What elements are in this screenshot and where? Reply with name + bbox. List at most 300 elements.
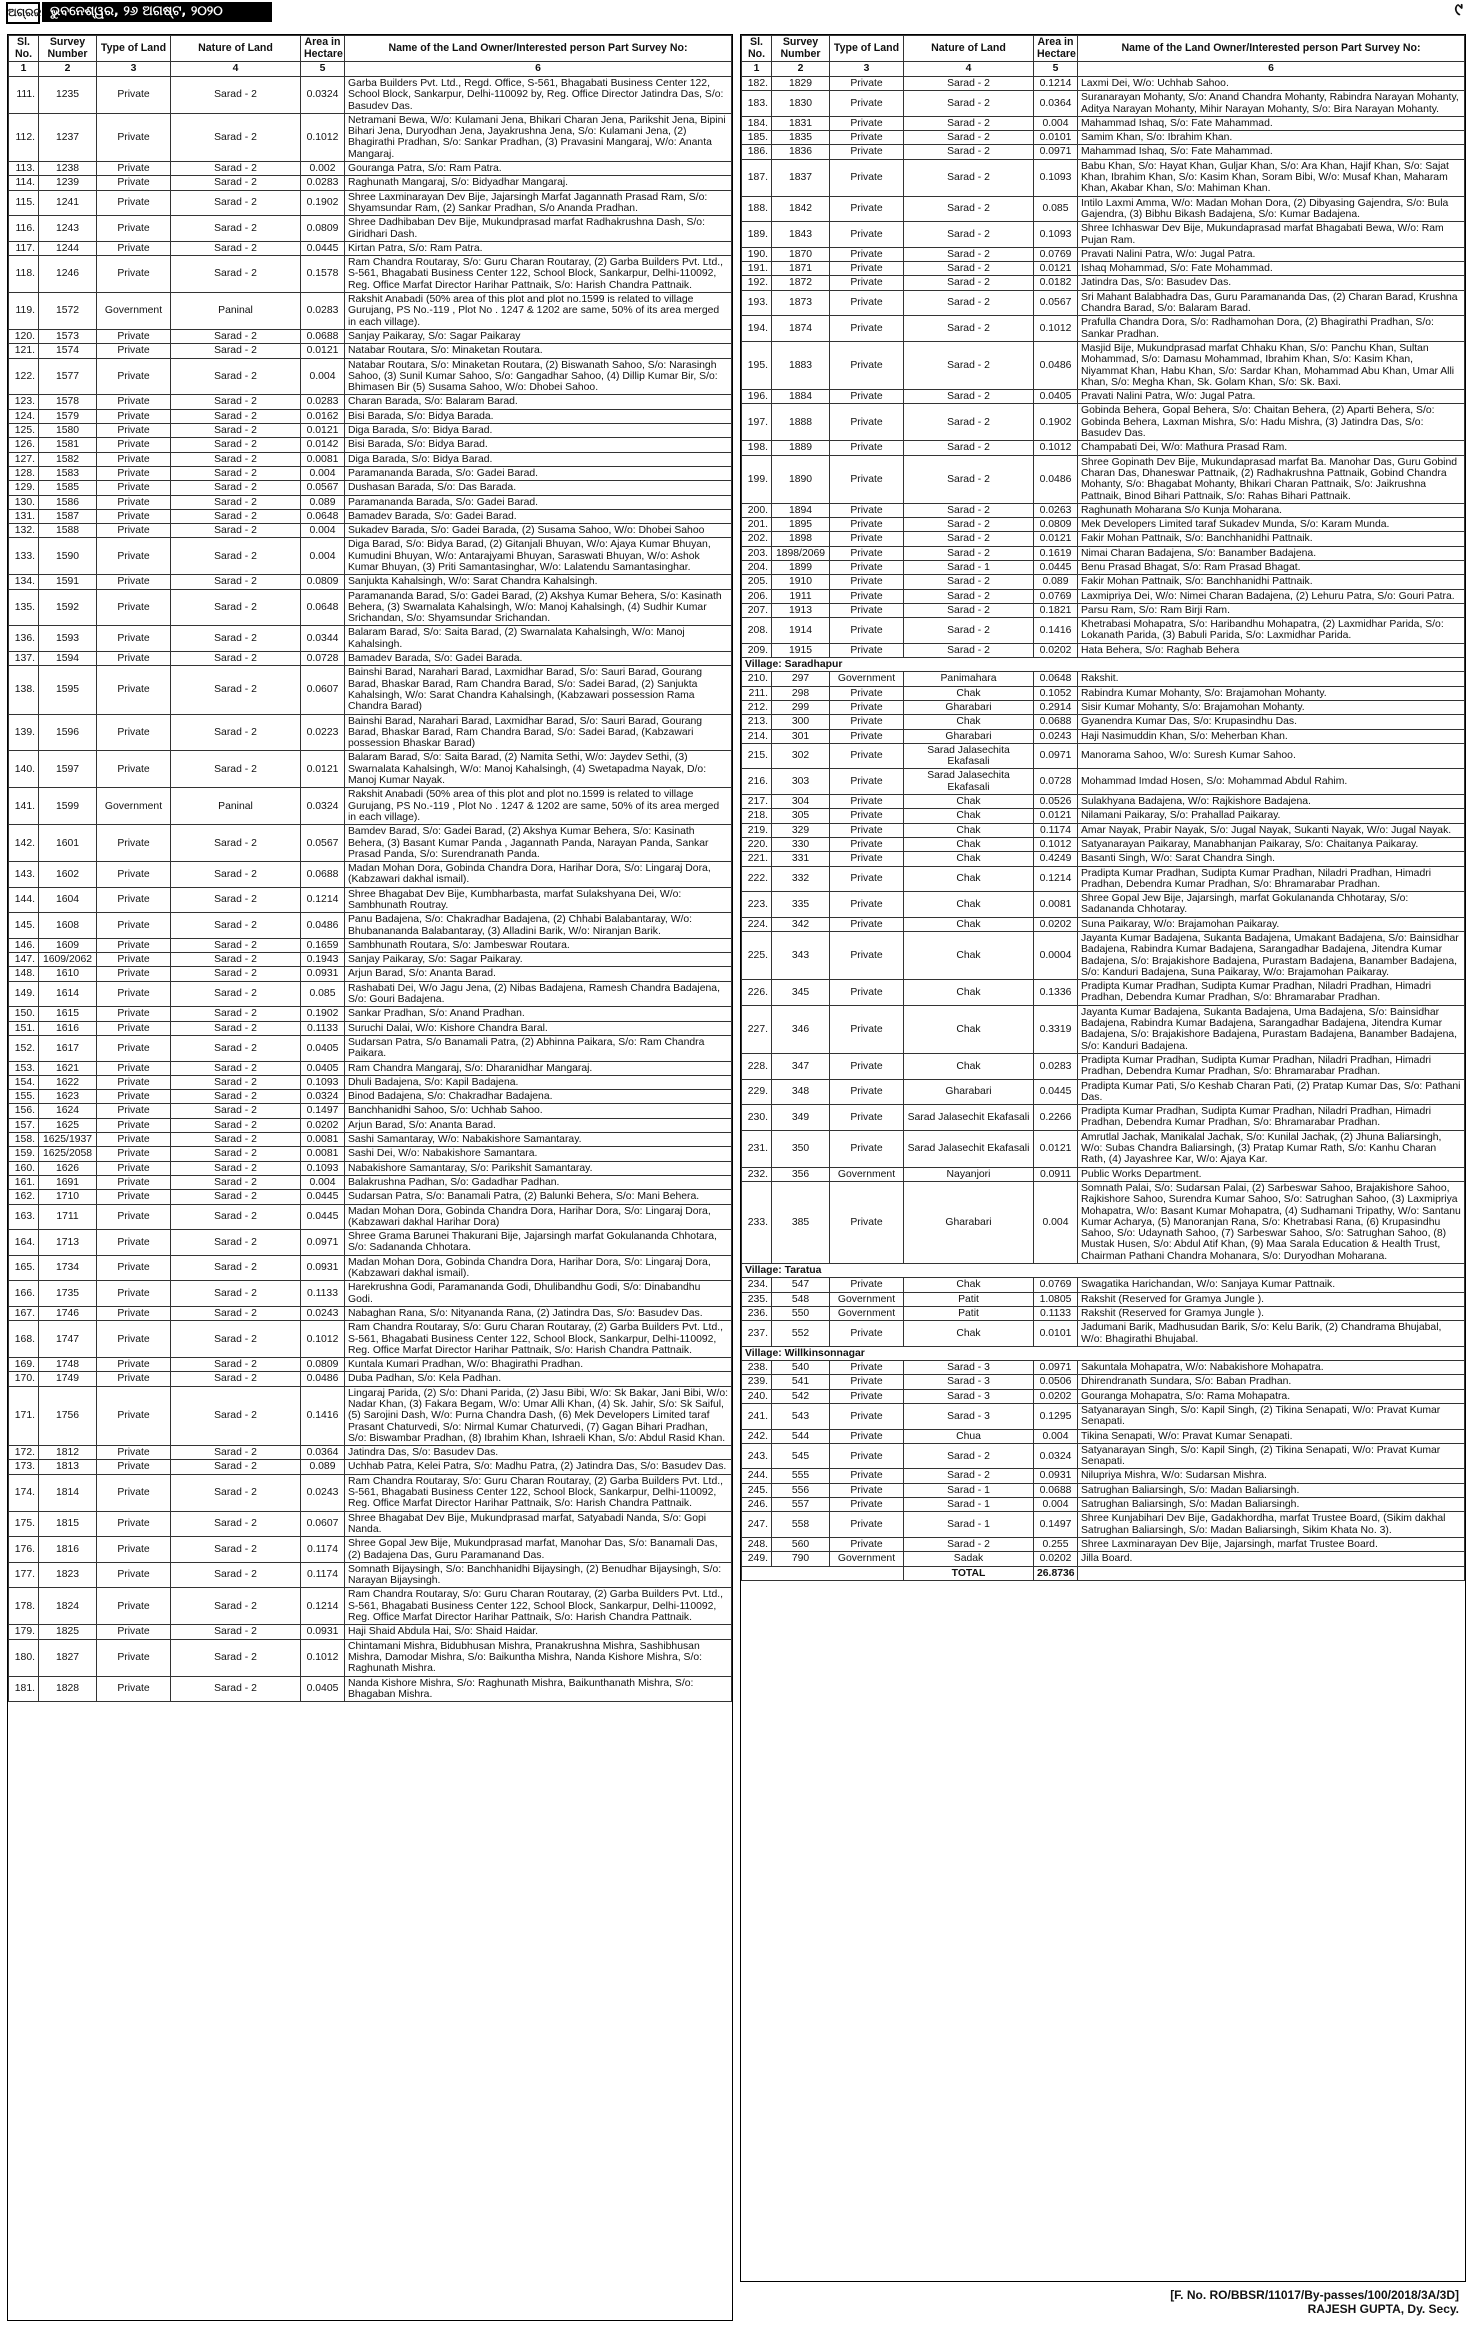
table-row bbox=[742, 1375, 1465, 1389]
land-type-cell: Private bbox=[830, 1498, 904, 1512]
sl-no-cell: 156. bbox=[9, 1104, 39, 1118]
survey-number-cell: 1623 bbox=[39, 1090, 97, 1104]
owner-cell: Shree Grama Barunei Thakurani Bije, Jajarsingh marfat Gokulananda Chhotara, S/o: Sadananda Chhotara. bbox=[345, 1230, 732, 1256]
land-nature-cell: Chak bbox=[904, 1278, 1034, 1292]
header-nature: Nature of Land bbox=[904, 36, 1034, 62]
sl-no-cell: 174. bbox=[9, 1474, 39, 1511]
survey-number-cell: 1596 bbox=[39, 714, 97, 751]
sl-no-cell: 166. bbox=[9, 1281, 39, 1307]
sl-no-cell: 141. bbox=[9, 788, 39, 825]
sl-no-cell: 158. bbox=[9, 1133, 39, 1147]
owner-cell: Shree Gopal Jew Bije, Jajarsingh, marfat Gokulananda Chhotaray, S/o: Sadananda Chhotaray. bbox=[1078, 892, 1465, 918]
sl-no-cell: 183. bbox=[742, 91, 772, 117]
table-row bbox=[742, 618, 1465, 644]
owner-cell: Harekrushna Godi, Paramananda Godi, Dhulibandhu Godi, S/o: Dinabandhu Godi. bbox=[345, 1281, 732, 1307]
land-type-cell: Private bbox=[97, 1230, 171, 1256]
survey-number-cell: 1911 bbox=[772, 589, 830, 603]
land-nature-cell: Sarad - 2 bbox=[171, 1007, 301, 1021]
land-type-cell: Private bbox=[97, 358, 171, 395]
sl-no-cell: 237. bbox=[742, 1321, 772, 1347]
table-row bbox=[742, 643, 1465, 657]
area-cell: 0.1295 bbox=[1034, 1403, 1078, 1429]
sl-no-cell: 113. bbox=[9, 162, 39, 176]
owner-cell: Shree Bhagabat Dev Bije, Kumbharbasta, marfat Sulakshyana Dei, W/o: Sambhunath Routray. bbox=[345, 887, 732, 913]
survey-number-cell: 1837 bbox=[772, 159, 830, 196]
table-row bbox=[742, 1512, 1465, 1538]
table-row bbox=[9, 495, 732, 509]
table-row bbox=[9, 1358, 732, 1372]
table-row bbox=[9, 344, 732, 358]
land-type-cell: Private bbox=[830, 686, 904, 700]
table-row bbox=[742, 145, 1465, 159]
area-cell: 0.0526 bbox=[1034, 795, 1078, 809]
area-cell: 0.0809 bbox=[301, 216, 345, 242]
land-type-cell: Private bbox=[830, 546, 904, 560]
survey-number-cell: 1873 bbox=[772, 290, 830, 316]
sl-no-cell: 233. bbox=[742, 1181, 772, 1263]
survey-number-cell: 1591 bbox=[39, 575, 97, 589]
survey-number-cell: 1914 bbox=[772, 618, 830, 644]
survey-number-cell: 1824 bbox=[39, 1588, 97, 1625]
owner-cell: Kirtan Patra, S/o: Ram Patra. bbox=[345, 241, 732, 255]
table-row bbox=[742, 932, 1465, 980]
land-type-cell: Private bbox=[97, 1061, 171, 1075]
sl-no-cell: 173. bbox=[9, 1460, 39, 1474]
land-type-cell: Private bbox=[97, 1104, 171, 1118]
land-nature-cell: Sarad - 2 bbox=[171, 1588, 301, 1625]
table-row bbox=[742, 672, 1465, 686]
survey-number-cell: 1825 bbox=[39, 1625, 97, 1639]
sl-no-cell: 135. bbox=[9, 589, 39, 626]
survey-number-cell: 552 bbox=[772, 1321, 830, 1347]
area-cell: 0.004 bbox=[301, 466, 345, 480]
land-type-cell: Private bbox=[97, 967, 171, 981]
survey-number-cell: 1835 bbox=[772, 131, 830, 145]
land-type-cell: Government bbox=[97, 293, 171, 330]
owner-cell: Laxmi Dei, W/o: Uchhab Sahoo. bbox=[1078, 77, 1465, 91]
sl-no-cell: 216. bbox=[742, 769, 772, 795]
owner-cell: Gobinda Behera, Gopal Behera, S/o: Chaitan Behera, (2) Aparti Behera, S/o: Gobinda Behera, Laxman Mishra, S/o: Hadu Mishra, (3) Jatindra Das, S/o: Basudev Das. bbox=[1078, 404, 1465, 441]
survey-number-cell: 1601 bbox=[39, 825, 97, 862]
land-nature-cell: Sarad - 2 bbox=[171, 1090, 301, 1104]
sl-no-cell: 111. bbox=[9, 77, 39, 114]
survey-number-cell: 1610 bbox=[39, 967, 97, 981]
owner-cell: Gyanendra Kumar Das, S/o: Krupasindhu Das. bbox=[1078, 715, 1465, 729]
header-survey: Survey Number bbox=[772, 36, 830, 62]
land-nature-cell: Sarad - 2 bbox=[171, 395, 301, 409]
owner-cell: Satrughan Baliarsingh, S/o: Madan Baliarsingh. bbox=[1078, 1483, 1465, 1497]
land-type-cell: Private bbox=[830, 575, 904, 589]
land-nature-cell: Sarad - 2 bbox=[171, 953, 301, 967]
table-row bbox=[9, 1190, 732, 1204]
area-cell: 0.0405 bbox=[1034, 390, 1078, 404]
land-nature-cell: Sarad - 2 bbox=[171, 1230, 301, 1256]
table-row bbox=[9, 113, 732, 161]
owner-cell: Basanti Singh, W/o: Sarat Chandra Singh. bbox=[1078, 852, 1465, 866]
table-row bbox=[742, 518, 1465, 532]
sl-no-cell: 184. bbox=[742, 116, 772, 130]
survey-number-cell: 544 bbox=[772, 1429, 830, 1443]
land-type-cell: Private bbox=[830, 196, 904, 222]
land-nature-cell: Sarad - 2 bbox=[171, 1204, 301, 1230]
table-row bbox=[9, 1446, 732, 1460]
sl-no-cell: 177. bbox=[9, 1562, 39, 1588]
page-header bbox=[0, 0, 1473, 22]
owner-cell: Intilo Laxmi Amma, W/o: Madan Mohan Dora, (2) Dibyasing Gajendra, S/o: Bula Gajendra, (3) Bibhu Bikash Badajena, S/o: Kumar Badajena. bbox=[1078, 196, 1465, 222]
land-nature-cell: Sarad - 3 bbox=[904, 1389, 1034, 1403]
total-row bbox=[742, 1566, 1465, 1580]
survey-number-cell: 342 bbox=[772, 917, 830, 931]
sl-no-cell: 142. bbox=[9, 825, 39, 862]
table-row bbox=[9, 1133, 732, 1147]
sl-no-cell: 187. bbox=[742, 159, 772, 196]
survey-number-cell: 1621 bbox=[39, 1061, 97, 1075]
land-type-cell: Private bbox=[830, 743, 904, 769]
sl-no-cell: 203. bbox=[742, 546, 772, 560]
land-type-cell: Government bbox=[830, 1167, 904, 1181]
owner-cell: Dhirendranath Sundara, S/o: Baban Pradhan. bbox=[1078, 1375, 1465, 1389]
land-type-cell: Private bbox=[97, 176, 171, 190]
area-cell: 0.1012 bbox=[1034, 837, 1078, 851]
sl-no-cell: 139. bbox=[9, 714, 39, 751]
land-nature-cell: Sarad - 2 bbox=[904, 247, 1034, 261]
land-nature-cell: Sarad - 2 bbox=[171, 666, 301, 714]
table-row bbox=[742, 809, 1465, 823]
table-row bbox=[9, 538, 732, 575]
survey-number-cell: 1823 bbox=[39, 1562, 97, 1588]
area-cell: 0.0101 bbox=[1034, 131, 1078, 145]
survey-number-cell: 1581 bbox=[39, 438, 97, 452]
area-cell: 0.0648 bbox=[301, 589, 345, 626]
owner-cell: Mohammad Imdad Hosen, S/o: Mohammad Abdul Rahim. bbox=[1078, 769, 1465, 795]
table-row bbox=[9, 452, 732, 466]
land-type-cell: Private bbox=[97, 1161, 171, 1175]
land-nature-cell: Sarad - 2 bbox=[171, 538, 301, 575]
survey-number-cell: 790 bbox=[772, 1552, 830, 1566]
survey-number-cell: 297 bbox=[772, 672, 830, 686]
area-cell: 0.1012 bbox=[301, 113, 345, 161]
owner-cell: Garba Builders Pvt. Ltd., Regd. Office, S-561, Bhagabati Business Center 122, School Block, Sankarpur, Delhi-110092 by, Reg. Office Director Jatindra Das, S/o: Basudev Das. bbox=[345, 77, 732, 114]
land-type-cell: Private bbox=[97, 1075, 171, 1089]
survey-number-cell: 1828 bbox=[39, 1676, 97, 1702]
sl-no-cell: 191. bbox=[742, 262, 772, 276]
survey-number-cell: 1573 bbox=[39, 329, 97, 343]
area-cell: 0.1214 bbox=[1034, 77, 1078, 91]
area-cell: 0.0202 bbox=[301, 1118, 345, 1132]
survey-number-cell: 1595 bbox=[39, 666, 97, 714]
land-type-cell: Private bbox=[830, 1105, 904, 1131]
sl-no-cell: 228. bbox=[742, 1053, 772, 1079]
survey-number-cell: 304 bbox=[772, 795, 830, 809]
sl-no-cell: 181. bbox=[9, 1676, 39, 1702]
land-type-cell: Private bbox=[97, 1090, 171, 1104]
land-nature-cell: Paninal bbox=[171, 293, 301, 330]
survey-number-cell: 1587 bbox=[39, 509, 97, 523]
area-cell: 0.0607 bbox=[301, 1511, 345, 1537]
sl-no-cell: 117. bbox=[9, 241, 39, 255]
land-nature-cell: Chak bbox=[904, 852, 1034, 866]
land-type-cell: Private bbox=[830, 1079, 904, 1105]
table-row bbox=[742, 1105, 1465, 1131]
land-type-cell: Private bbox=[97, 1175, 171, 1189]
owner-cell: Laxmipriya Dei, W/o: Nimei Charan Badajena, (2) Lehuru Patra, S/o: Gouri Patra. bbox=[1078, 589, 1465, 603]
sl-no-cell: 134. bbox=[9, 575, 39, 589]
land-type-cell: Private bbox=[97, 1372, 171, 1386]
land-nature-cell: Chak bbox=[904, 1005, 1034, 1053]
table-row bbox=[9, 481, 732, 495]
area-cell: 0.0769 bbox=[1034, 589, 1078, 603]
survey-number-cell: 1883 bbox=[772, 341, 830, 389]
land-nature-cell: Sarad - 2 bbox=[904, 1443, 1034, 1469]
owner-cell: Nimai Charan Badajena, S/o: Banamber Badajena. bbox=[1078, 546, 1465, 560]
survey-number-cell: 329 bbox=[772, 823, 830, 837]
owner-cell: Bamdev Barad, S/o: Gadei Barad, (2) Akshya Kumar Behera, S/o: Kasinath Behera, (3) Basant Kumar Panda , Jagannath Panda, Narayan Panda, Sankar Prasad Panda, S/o: Surendranath Panda. bbox=[345, 825, 732, 862]
owner-cell: Shree Laxminarayan Dev Bije, Jajarsingh, marfat Trustee Board. bbox=[1078, 1537, 1465, 1551]
area-cell: 0.0931 bbox=[301, 1255, 345, 1281]
sl-no-cell: 190. bbox=[742, 247, 772, 261]
survey-number-cell: 1582 bbox=[39, 452, 97, 466]
signatory: RAJESH GUPTA, Dy. Secy. bbox=[1307, 2302, 1459, 2316]
land-type-cell: Private bbox=[97, 113, 171, 161]
area-cell: 0.0121 bbox=[1034, 532, 1078, 546]
land-type-cell: Private bbox=[830, 1389, 904, 1403]
owner-cell: Raghunath Moharana S/o Kunja Moharana. bbox=[1078, 503, 1465, 517]
area-cell: 0.0445 bbox=[301, 1190, 345, 1204]
sl-no-cell: 112. bbox=[9, 113, 39, 161]
table-row bbox=[9, 409, 732, 423]
land-nature-cell: Sarad - 2 bbox=[171, 176, 301, 190]
owner-cell: Masjid Bije, Mukundprasad marfat Chhaku Khan, S/o: Panchu Khan, Sultan Mohammad, S/o: Damasu Mohammad, Ibrahim Khan, S/o: Kasim Khan, Niyammat Khan, Habu Khan, S/o: Sardar Khan, Mohammad Abu Khan, Umar Alli Khan, S/o: Megha Khan, Sk. Golam Khan, S/o: Sk. Baxi. bbox=[1078, 341, 1465, 389]
owner-cell: Sukadev Barada, S/o: Gadei Barada, (2) Susama Sahoo, W/o: Dhobei Sahoo bbox=[345, 524, 732, 538]
sl-no-cell: 128. bbox=[9, 466, 39, 480]
land-type-cell: Private bbox=[830, 341, 904, 389]
owner-cell: Arjun Barad, S/o: Ananta Barad. bbox=[345, 967, 732, 981]
land-nature-cell: Sarad - 2 bbox=[171, 652, 301, 666]
land-nature-cell: Sarad - 1 bbox=[904, 560, 1034, 574]
survey-number-cell: 302 bbox=[772, 743, 830, 769]
owner-cell: Bainshi Barad, Narahari Barad, Laxmidhar Barad, S/o: Sauri Barad, Gourang Barad, Bhaskar Barad, Ram Chandra Barad, S/o: Sadei Barad, (2) Sanjukta Kahalsingh, W/o: Sarat Chandra Kahalsingh, (Kabzawari possession Rama Chandra Barad) bbox=[345, 666, 732, 714]
sl-no-cell: 236. bbox=[742, 1306, 772, 1320]
table-row bbox=[742, 441, 1465, 455]
table-row bbox=[9, 913, 732, 939]
land-nature-cell: Sarad - 2 bbox=[171, 1175, 301, 1189]
sl-no-cell: 176. bbox=[9, 1537, 39, 1563]
survey-number-cell: 1814 bbox=[39, 1474, 97, 1511]
survey-number-cell: 1870 bbox=[772, 247, 830, 261]
sl-no-cell: 249. bbox=[742, 1552, 772, 1566]
table-row bbox=[9, 466, 732, 480]
land-nature-cell: Sarad - 2 bbox=[171, 495, 301, 509]
sl-no-cell: 170. bbox=[9, 1372, 39, 1386]
area-cell: 0.089 bbox=[1034, 575, 1078, 589]
sl-no-cell: 220. bbox=[742, 837, 772, 851]
table-row bbox=[9, 176, 732, 190]
land-type-cell: Private bbox=[830, 1537, 904, 1551]
sl-no-cell: 145. bbox=[9, 913, 39, 939]
survey-number-cell: 1246 bbox=[39, 256, 97, 293]
land-table-left bbox=[8, 35, 732, 1702]
land-nature-cell: Sarad - 2 bbox=[171, 1676, 301, 1702]
area-cell: 0.0121 bbox=[301, 424, 345, 438]
table-row bbox=[9, 862, 732, 888]
owner-cell: Ram Chandra Routaray, S/o: Guru Charan Routaray, (2) Garba Builders Pvt. Ltd., S-561, Bhagabati Business Center 122, School Block, Sankarpur, Delhi-110092, Reg. Office Marfat Director Harihar Pattnaik, S/o: Harish Chandra Pattnaik. bbox=[345, 1588, 732, 1625]
owner-cell: Diga Barada, S/o: Bidya Barad. bbox=[345, 452, 732, 466]
land-type-cell: Private bbox=[830, 91, 904, 117]
land-nature-cell: Sarad - 2 bbox=[171, 1562, 301, 1588]
area-cell: 0.255 bbox=[1034, 1537, 1078, 1551]
sl-no-cell: 240. bbox=[742, 1389, 772, 1403]
land-type-cell: Government bbox=[830, 1306, 904, 1320]
area-cell: 0.0243 bbox=[301, 1306, 345, 1320]
area-cell: 0.0283 bbox=[301, 176, 345, 190]
owner-cell: Shree Gopal Jew Bije, Mukundprasad marfat, Manohar Das, S/o: Banamali Das, (2) Badajena Das, Guru Paramanand Das. bbox=[345, 1537, 732, 1563]
area-cell: 0.0324 bbox=[1034, 1443, 1078, 1469]
area-cell: 0.0971 bbox=[1034, 1361, 1078, 1375]
survey-number-cell: 1829 bbox=[772, 77, 830, 91]
owner-cell: Dushasan Barada, S/o: Das Barada. bbox=[345, 481, 732, 495]
land-type-cell: Private bbox=[97, 825, 171, 862]
sl-no-cell: 222. bbox=[742, 866, 772, 892]
land-type-cell: Private bbox=[97, 1537, 171, 1563]
table-row bbox=[742, 455, 1465, 503]
survey-number-cell: 331 bbox=[772, 852, 830, 866]
survey-number-cell: 1898 bbox=[772, 532, 830, 546]
land-type-cell: Private bbox=[97, 575, 171, 589]
sl-no-cell: 161. bbox=[9, 1175, 39, 1189]
area-cell: 0.0911 bbox=[1034, 1167, 1078, 1181]
land-nature-cell: Sarad - 2 bbox=[904, 316, 1034, 342]
survey-number-cell: 541 bbox=[772, 1375, 830, 1389]
area-cell: 0.0324 bbox=[301, 788, 345, 825]
survey-number-cell: 540 bbox=[772, 1361, 830, 1375]
land-nature-cell: Chak bbox=[904, 1321, 1034, 1347]
land-nature-cell: Nayanjori bbox=[904, 1167, 1034, 1181]
sl-no-cell: 126. bbox=[9, 438, 39, 452]
area-cell: 0.0506 bbox=[1034, 1375, 1078, 1389]
area-cell: 0.0971 bbox=[301, 1230, 345, 1256]
owner-cell: Shree Laxminarayan Dev Bije, Jajarsingh Marfat Jagannath Prasad Ram, S/o: Shyamsundar Ram, (2) Sankar Pradhan, S/o Ananda Pradhan. bbox=[345, 190, 732, 216]
land-nature-cell: Chak bbox=[904, 866, 1034, 892]
land-type-cell: Private bbox=[97, 1562, 171, 1588]
land-type-cell: Private bbox=[830, 1375, 904, 1389]
land-type-cell: Private bbox=[97, 1306, 171, 1320]
owner-cell: Uchhab Patra, Kelei Patra, S/o: Madhu Patra, (2) Jatindra Das, S/o: Basudev Das. bbox=[345, 1460, 732, 1474]
owner-cell: Nilamani Paikaray, S/o: Prahallad Paikaray. bbox=[1078, 809, 1465, 823]
owner-cell: Amrutlal Jachak, Manikalal Jachak, S/o: Kunilal Jachak, (2) Jhuna Baliarsingh, W/o: Subas Chandra Baliarsingh, (3) Pratap Kumar Rath, S/o: Kanhu Charan Rath, (4) Jayashree Kar, W/o: Ajaya Kar. bbox=[1078, 1130, 1465, 1167]
land-nature-cell: Chak bbox=[904, 980, 1034, 1006]
land-type-cell: Private bbox=[97, 424, 171, 438]
owner-cell: Bainshi Barad, Narahari Barad, Laxmidhar Barad, S/o: Sauri Barad, Gourang Barad, Bhaskar Barad, Ram Chandra Barad, S/o: Sadei Barad, (Kabzawari possession Bhaskar Barad) bbox=[345, 714, 732, 751]
sl-no-cell: 245. bbox=[742, 1483, 772, 1497]
area-cell: 0.1497 bbox=[1034, 1512, 1078, 1538]
table-row bbox=[9, 1321, 732, 1358]
land-type-cell: Private bbox=[97, 1281, 171, 1307]
land-type-cell: Private bbox=[830, 1005, 904, 1053]
land-type-cell: Private bbox=[97, 626, 171, 652]
table-row bbox=[9, 293, 732, 330]
land-type-cell: Private bbox=[97, 1133, 171, 1147]
land-type-cell: Private bbox=[830, 795, 904, 809]
area-cell: 0.1578 bbox=[301, 256, 345, 293]
owner-cell: Sashi Dei, W/o: Nabakishore Samantara. bbox=[345, 1147, 732, 1161]
survey-number-cell: 1241 bbox=[39, 190, 97, 216]
owner-cell: Somnath Palai, S/o: Sudarsan Palai, (2) Sarbeswar Sahoo, Brajakishore Sahoo, Rajkishore Sahoo, Surendra Kumar Sahoo, S/o: Satrughan Sahoo, (3) Laxmipriya Mohapatra, W/o: Basant Kumar Mohapatra, (4) Sudhamani Tripathy, W/o: Santanu Kumar Acharya, (5) Manoranjan Rana, S/o: Khetrabasi Rana, (6) Krupasindhu Sahoo, S/o: Udaynath Sahoo, (7) Sarbeswar Sahoo, S/o: Satrughan Sahoo, (8) Mustak Husen, S/o: Abdul Atif Khan, (9) Maa Sarala Education & Health Trust, Chairman Pathani Chandra Mohanara, S/o: Duryodhan Moharana. bbox=[1078, 1181, 1465, 1263]
survey-number-cell: 301 bbox=[772, 729, 830, 743]
header-sl: Sl. No. bbox=[742, 36, 772, 62]
land-type-cell: Private bbox=[97, 1511, 171, 1537]
table-row bbox=[742, 892, 1465, 918]
sl-no-cell: 192. bbox=[742, 276, 772, 290]
sl-no-cell: 212. bbox=[742, 700, 772, 714]
land-nature-cell: Sarad - 2 bbox=[904, 404, 1034, 441]
owner-cell: Shree Bhagabat Dev Bije, Mukundprasad marfat, Satyabadi Nanda, S/o: Gopi Nanda. bbox=[345, 1511, 732, 1537]
owner-cell: Sanjay Paikaray, S/o: Sagar Paikaray. bbox=[345, 953, 732, 967]
land-type-cell: Private bbox=[97, 509, 171, 523]
table-row bbox=[9, 77, 732, 114]
area-cell: 0.1214 bbox=[1034, 866, 1078, 892]
area-cell: 0.0809 bbox=[301, 1358, 345, 1372]
land-type-cell: Private bbox=[830, 603, 904, 617]
land-nature-cell: Sarad - 2 bbox=[904, 455, 1034, 503]
sl-no-cell: 248. bbox=[742, 1537, 772, 1551]
area-cell: 0.1214 bbox=[301, 1588, 345, 1625]
land-nature-cell: Sarad - 2 bbox=[171, 1133, 301, 1147]
land-type-cell: Private bbox=[830, 316, 904, 342]
table-row bbox=[742, 1292, 1465, 1306]
area-cell: 0.0081 bbox=[1034, 892, 1078, 918]
sl-no-cell: 171. bbox=[9, 1386, 39, 1445]
land-type-cell: Private bbox=[97, 1255, 171, 1281]
survey-number-cell: 1597 bbox=[39, 751, 97, 788]
table-row bbox=[742, 686, 1465, 700]
land-nature-cell: Sarad - 2 bbox=[171, 1321, 301, 1358]
land-nature-cell: Sarad - 2 bbox=[171, 1372, 301, 1386]
land-nature-cell: Gharabari bbox=[904, 729, 1034, 743]
land-nature-cell: Sarad - 2 bbox=[171, 466, 301, 480]
land-type-cell: Private bbox=[830, 503, 904, 517]
table-row bbox=[9, 626, 732, 652]
sl-no-cell: 205. bbox=[742, 575, 772, 589]
header-type: Type of Land bbox=[830, 36, 904, 62]
land-type-cell: Private bbox=[830, 1321, 904, 1347]
owner-cell: Dhuli Badajena, S/o: Kapil Badajena. bbox=[345, 1075, 732, 1089]
table-row bbox=[742, 917, 1465, 931]
table-row bbox=[9, 1075, 732, 1089]
sl-no-cell: 144. bbox=[9, 887, 39, 913]
table-row bbox=[9, 652, 732, 666]
header-owner: Name of the Land Owner/Interested person Part Survey No: bbox=[345, 36, 732, 62]
col-num: 2 bbox=[39, 62, 97, 77]
owner-cell: Natabar Routara, S/o: Minaketan Routara. bbox=[345, 344, 732, 358]
land-nature-cell: Sarad - 2 bbox=[904, 518, 1034, 532]
land-type-cell: Government bbox=[830, 672, 904, 686]
table-row bbox=[9, 509, 732, 523]
survey-number-cell: 1244 bbox=[39, 241, 97, 255]
area-cell: 0.1821 bbox=[1034, 603, 1078, 617]
land-nature-cell: Sarad - 2 bbox=[171, 1358, 301, 1372]
owner-cell: Samim Khan, S/o: Ibrahim Khan. bbox=[1078, 131, 1465, 145]
owner-cell: Nanda Kishore Mishra, S/o: Raghunath Mishra, Baikunthanath Mishra, S/o: Bhagaban Mishra. bbox=[345, 1676, 732, 1702]
land-type-cell: Private bbox=[830, 560, 904, 574]
page-number: ୯ bbox=[1454, 0, 1463, 20]
area-cell: 0.0971 bbox=[1034, 743, 1078, 769]
survey-number-cell: 1624 bbox=[39, 1104, 97, 1118]
owner-cell: Ram Chandra Routaray, S/o: Guru Charan Routaray, (2) Garba Builders Pvt. Ltd., S-561, Bhagabati Business Center 122, School Block, Sankarpur, Delhi-110092, Reg. Office Marfat Director Harihar Pattnaik, S/o: Harish Chandra Pattnaik. bbox=[345, 1474, 732, 1511]
area-cell: 0.1133 bbox=[301, 1281, 345, 1307]
col-num: 3 bbox=[97, 62, 171, 77]
survey-number-cell: 1816 bbox=[39, 1537, 97, 1563]
area-cell: 0.0081 bbox=[301, 1147, 345, 1161]
